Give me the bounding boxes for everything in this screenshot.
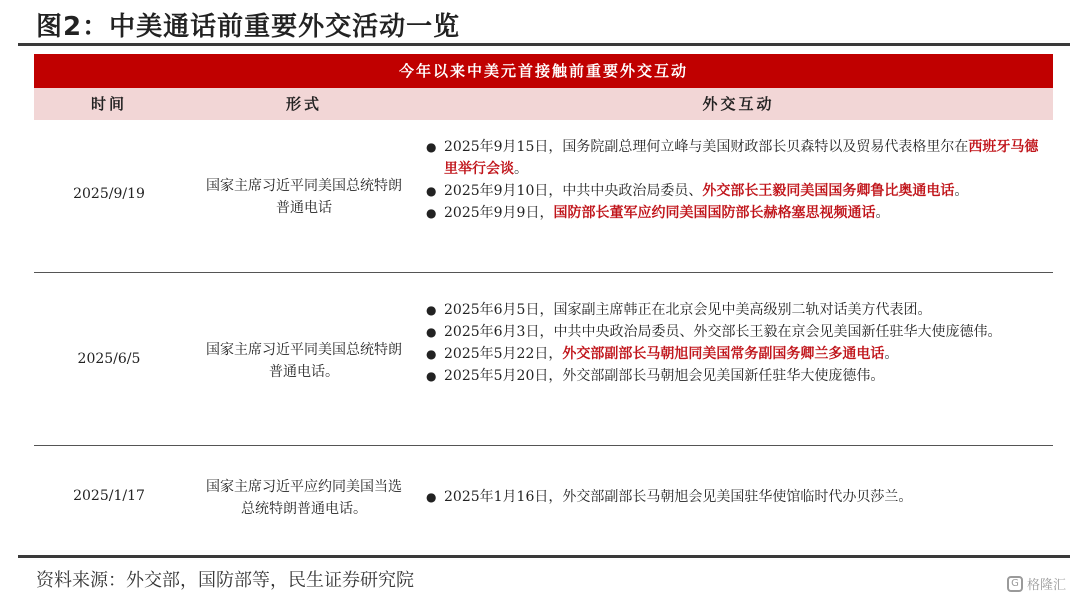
bullet-icon: ● (426, 206, 437, 220)
list-item: ● 2025年5月22日，外交部副部长马朝旭同美国常务副国务卿兰多通电话。 (426, 343, 1051, 365)
table-banner: 今年以来中美元首接触前重要外交互动 (34, 54, 1053, 88)
watermark-text: 格隆汇 (1026, 578, 1066, 593)
table-row (34, 120, 1053, 272)
table-bottom-divider (18, 555, 1070, 558)
row-items (426, 299, 1051, 387)
title-divider (18, 43, 1070, 46)
logo-icon: G (1007, 576, 1023, 592)
header-interaction: 外交互动 (702, 95, 775, 113)
list-item: ● 2025年9月9日，国防部长董军应约同美国国防部长赫格塞思视频通话。 (426, 202, 1051, 224)
list-item: ● 2025年6月3日，中共中央政治局委员、外交部长王毅在京会见美国新任驻华大使庞德伟。 (426, 321, 1051, 343)
bullet-icon: ● (426, 140, 437, 154)
bullet-icon: ● (426, 369, 437, 383)
watermark-logo (1007, 574, 1066, 593)
table-header (34, 88, 1053, 120)
bullet-icon: ● (426, 325, 437, 339)
row-items (426, 486, 1051, 508)
table-row (34, 446, 1053, 548)
header-form: 形式 (285, 95, 322, 113)
header-time: 时间 (90, 95, 127, 113)
list-item: ● 2025年9月15日，国务院副总理何立峰与美国财政部长贝森特以及贸易代表格里尔在西班牙马德里举行会谈。 (426, 136, 1051, 180)
row-form: 国家主席习近平应约同美国当选总统特朗普通电话。 (206, 479, 402, 517)
row-items (426, 136, 1051, 224)
list-item: ● 2025年1月16日，外交部副部长马朝旭会见美国驻华使馆临时代办贝莎兰。 (426, 486, 1051, 508)
row-date: 2025/9/19 (73, 186, 145, 202)
list-item: ● 2025年6月5日，国家副主席韩正在北京会见中美高级别二轨对话美方代表团。 (426, 299, 1051, 321)
bullet-icon: ● (426, 347, 437, 361)
table-row (34, 273, 1053, 445)
source-note: 资料来源：外交部，国防部等，民生证券研究院 (36, 570, 414, 591)
list-item: ● 2025年5月20日，外交部副部长马朝旭会见美国新任驻华大使庞德伟。 (426, 365, 1051, 387)
row-form: 国家主席习近平同美国总统特朗普通电话。 (206, 342, 402, 380)
bullet-icon: ● (426, 303, 437, 317)
row-form: 国家主席习近平同美国总统特朗普通电话 (206, 178, 402, 216)
row-date: 2025/6/5 (77, 351, 141, 367)
list-item: ● 2025年9月10日，中共中央政治局委员、外交部长王毅同美国国务卿鲁比奥通电话。 (426, 180, 1051, 202)
bullet-icon: ● (426, 490, 437, 504)
row-date: 2025/1/17 (73, 488, 145, 504)
bullet-icon: ● (426, 184, 437, 198)
page-title: 图2：中美通话前重要外交活动一览 (36, 12, 461, 42)
